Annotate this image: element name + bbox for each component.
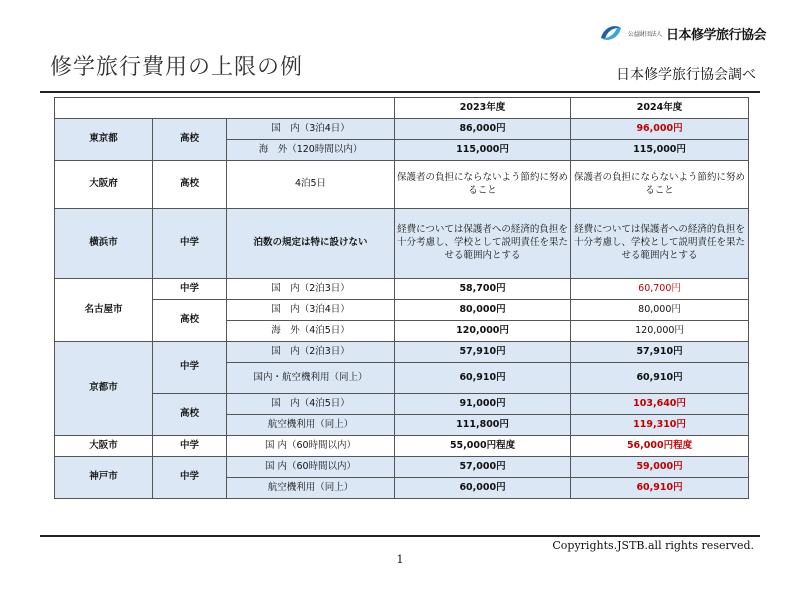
value-2023-cell: 111,800円: [395, 415, 571, 436]
value-2023-cell: 60,000円: [395, 478, 571, 499]
value-2024-cell: 59,000円: [571, 457, 749, 478]
level-cell: 高校: [153, 300, 227, 342]
footer-divider: [40, 535, 760, 537]
pref-cell: 神戸市: [55, 457, 153, 499]
pref-cell: 横浜市: [55, 209, 153, 279]
item-cell: 泊数の規定は特に設けない: [227, 209, 395, 279]
table-row: [55, 342, 749, 363]
value-2024-cell: 119,310円: [571, 415, 749, 436]
value-2023-cell: 経費については保護者への経済的負担を十分考慮し、学校として説明責任を果たせる範囲内とする: [395, 209, 571, 279]
value-2023-cell: 58,700円: [395, 279, 571, 300]
item-cell: 国 内（3泊4日）: [227, 119, 395, 140]
value-2023-cell: 120,000円: [395, 321, 571, 342]
value-2023-cell: 57,910円: [395, 342, 571, 363]
table-row: [55, 161, 749, 209]
table-header-row: [55, 98, 749, 119]
value-2024-cell: 120,000円: [571, 321, 749, 342]
logo: [598, 22, 766, 44]
level-cell: 中学: [153, 209, 227, 279]
value-2023-cell: 55,000円程度: [395, 436, 571, 457]
level-cell: 高校: [153, 119, 227, 161]
title-divider: [40, 91, 760, 93]
item-cell: 国 内（3泊4日）: [227, 300, 395, 321]
value-2023-cell: 57,000円: [395, 457, 571, 478]
value-2024-cell: 保護者の負担にならないよう節約に努めること: [571, 161, 749, 209]
page-number: 1: [396, 553, 404, 566]
pref-cell: 東京都: [55, 119, 153, 161]
item-cell: 海 外（120時間以内）: [227, 140, 395, 161]
item-cell: 国 内（60時間以内）: [227, 436, 395, 457]
value-2024-cell: 56,000円程度: [571, 436, 749, 457]
pref-cell: 大阪府: [55, 161, 153, 209]
value-2023-cell: 80,000円: [395, 300, 571, 321]
header-2024: 2024年度: [571, 98, 749, 119]
cost-limit-table: [54, 97, 749, 499]
value-2024-cell: 103,640円: [571, 394, 749, 415]
table-row: [55, 457, 749, 478]
item-cell: 国 内（2泊3日）: [227, 279, 395, 300]
table-row: [55, 119, 749, 140]
value-2024-cell: 80,000円: [571, 300, 749, 321]
item-cell: 4泊5日: [227, 161, 395, 209]
level-cell: 中学: [153, 457, 227, 499]
value-2024-cell: 60,700円: [571, 279, 749, 300]
item-cell: 国内・航空機利用（同上）: [227, 363, 395, 394]
level-cell: 中学: [153, 279, 227, 300]
value-2024-cell: 96,000円: [571, 119, 749, 140]
table-row: [55, 300, 749, 321]
table-row: [55, 436, 749, 457]
item-cell: 国 内（60時間以内）: [227, 457, 395, 478]
logo-org-type: 公益財団法人: [627, 30, 662, 38]
copyright-text: Copyrights.JSTB.all rights reserved.: [552, 539, 754, 552]
item-cell: 航空機利用（同上）: [227, 478, 395, 499]
value-2023-cell: 60,910円: [395, 363, 571, 394]
value-2024-cell: 60,910円: [571, 478, 749, 499]
value-2023-cell: 保護者の負担にならないよう節約に努めること: [395, 161, 571, 209]
item-cell: 国 内（2泊3日）: [227, 342, 395, 363]
logo-org-name: 日本修学旅行協会: [665, 27, 766, 43]
item-cell: 海 外（4泊5日）: [227, 321, 395, 342]
header-2023: 2023年度: [395, 98, 571, 119]
table-row: [55, 394, 749, 415]
level-cell: 高校: [153, 161, 227, 209]
value-2023-cell: 86,000円: [395, 119, 571, 140]
value-2024-cell: 57,910円: [571, 342, 749, 363]
value-2023-cell: 115,000円: [395, 140, 571, 161]
header-blank-cell: [55, 98, 395, 119]
level-cell: 高校: [153, 394, 227, 436]
logo-swirl-icon: [598, 22, 624, 44]
page-title: 修学旅行費用の上限の例: [50, 55, 304, 80]
value-2024-cell: 経費については保護者への経済的負担を十分考慮し、学校として説明責任を果たせる範囲内とする: [571, 209, 749, 279]
pref-cell: 大阪市: [55, 436, 153, 457]
item-cell: 国 内（4泊5日）: [227, 394, 395, 415]
level-cell: 中学: [153, 436, 227, 457]
source-note: 日本修学旅行協会調べ: [616, 67, 756, 83]
level-cell: 中学: [153, 342, 227, 394]
value-2023-cell: 91,000円: [395, 394, 571, 415]
pref-cell: 京都市: [55, 342, 153, 436]
pref-cell: 名古屋市: [55, 279, 153, 342]
table-row: [55, 209, 749, 279]
value-2024-cell: 60,910円: [571, 363, 749, 394]
value-2024-cell: 115,000円: [571, 140, 749, 161]
item-cell: 航空機利用（同上）: [227, 415, 395, 436]
table-row: [55, 279, 749, 300]
